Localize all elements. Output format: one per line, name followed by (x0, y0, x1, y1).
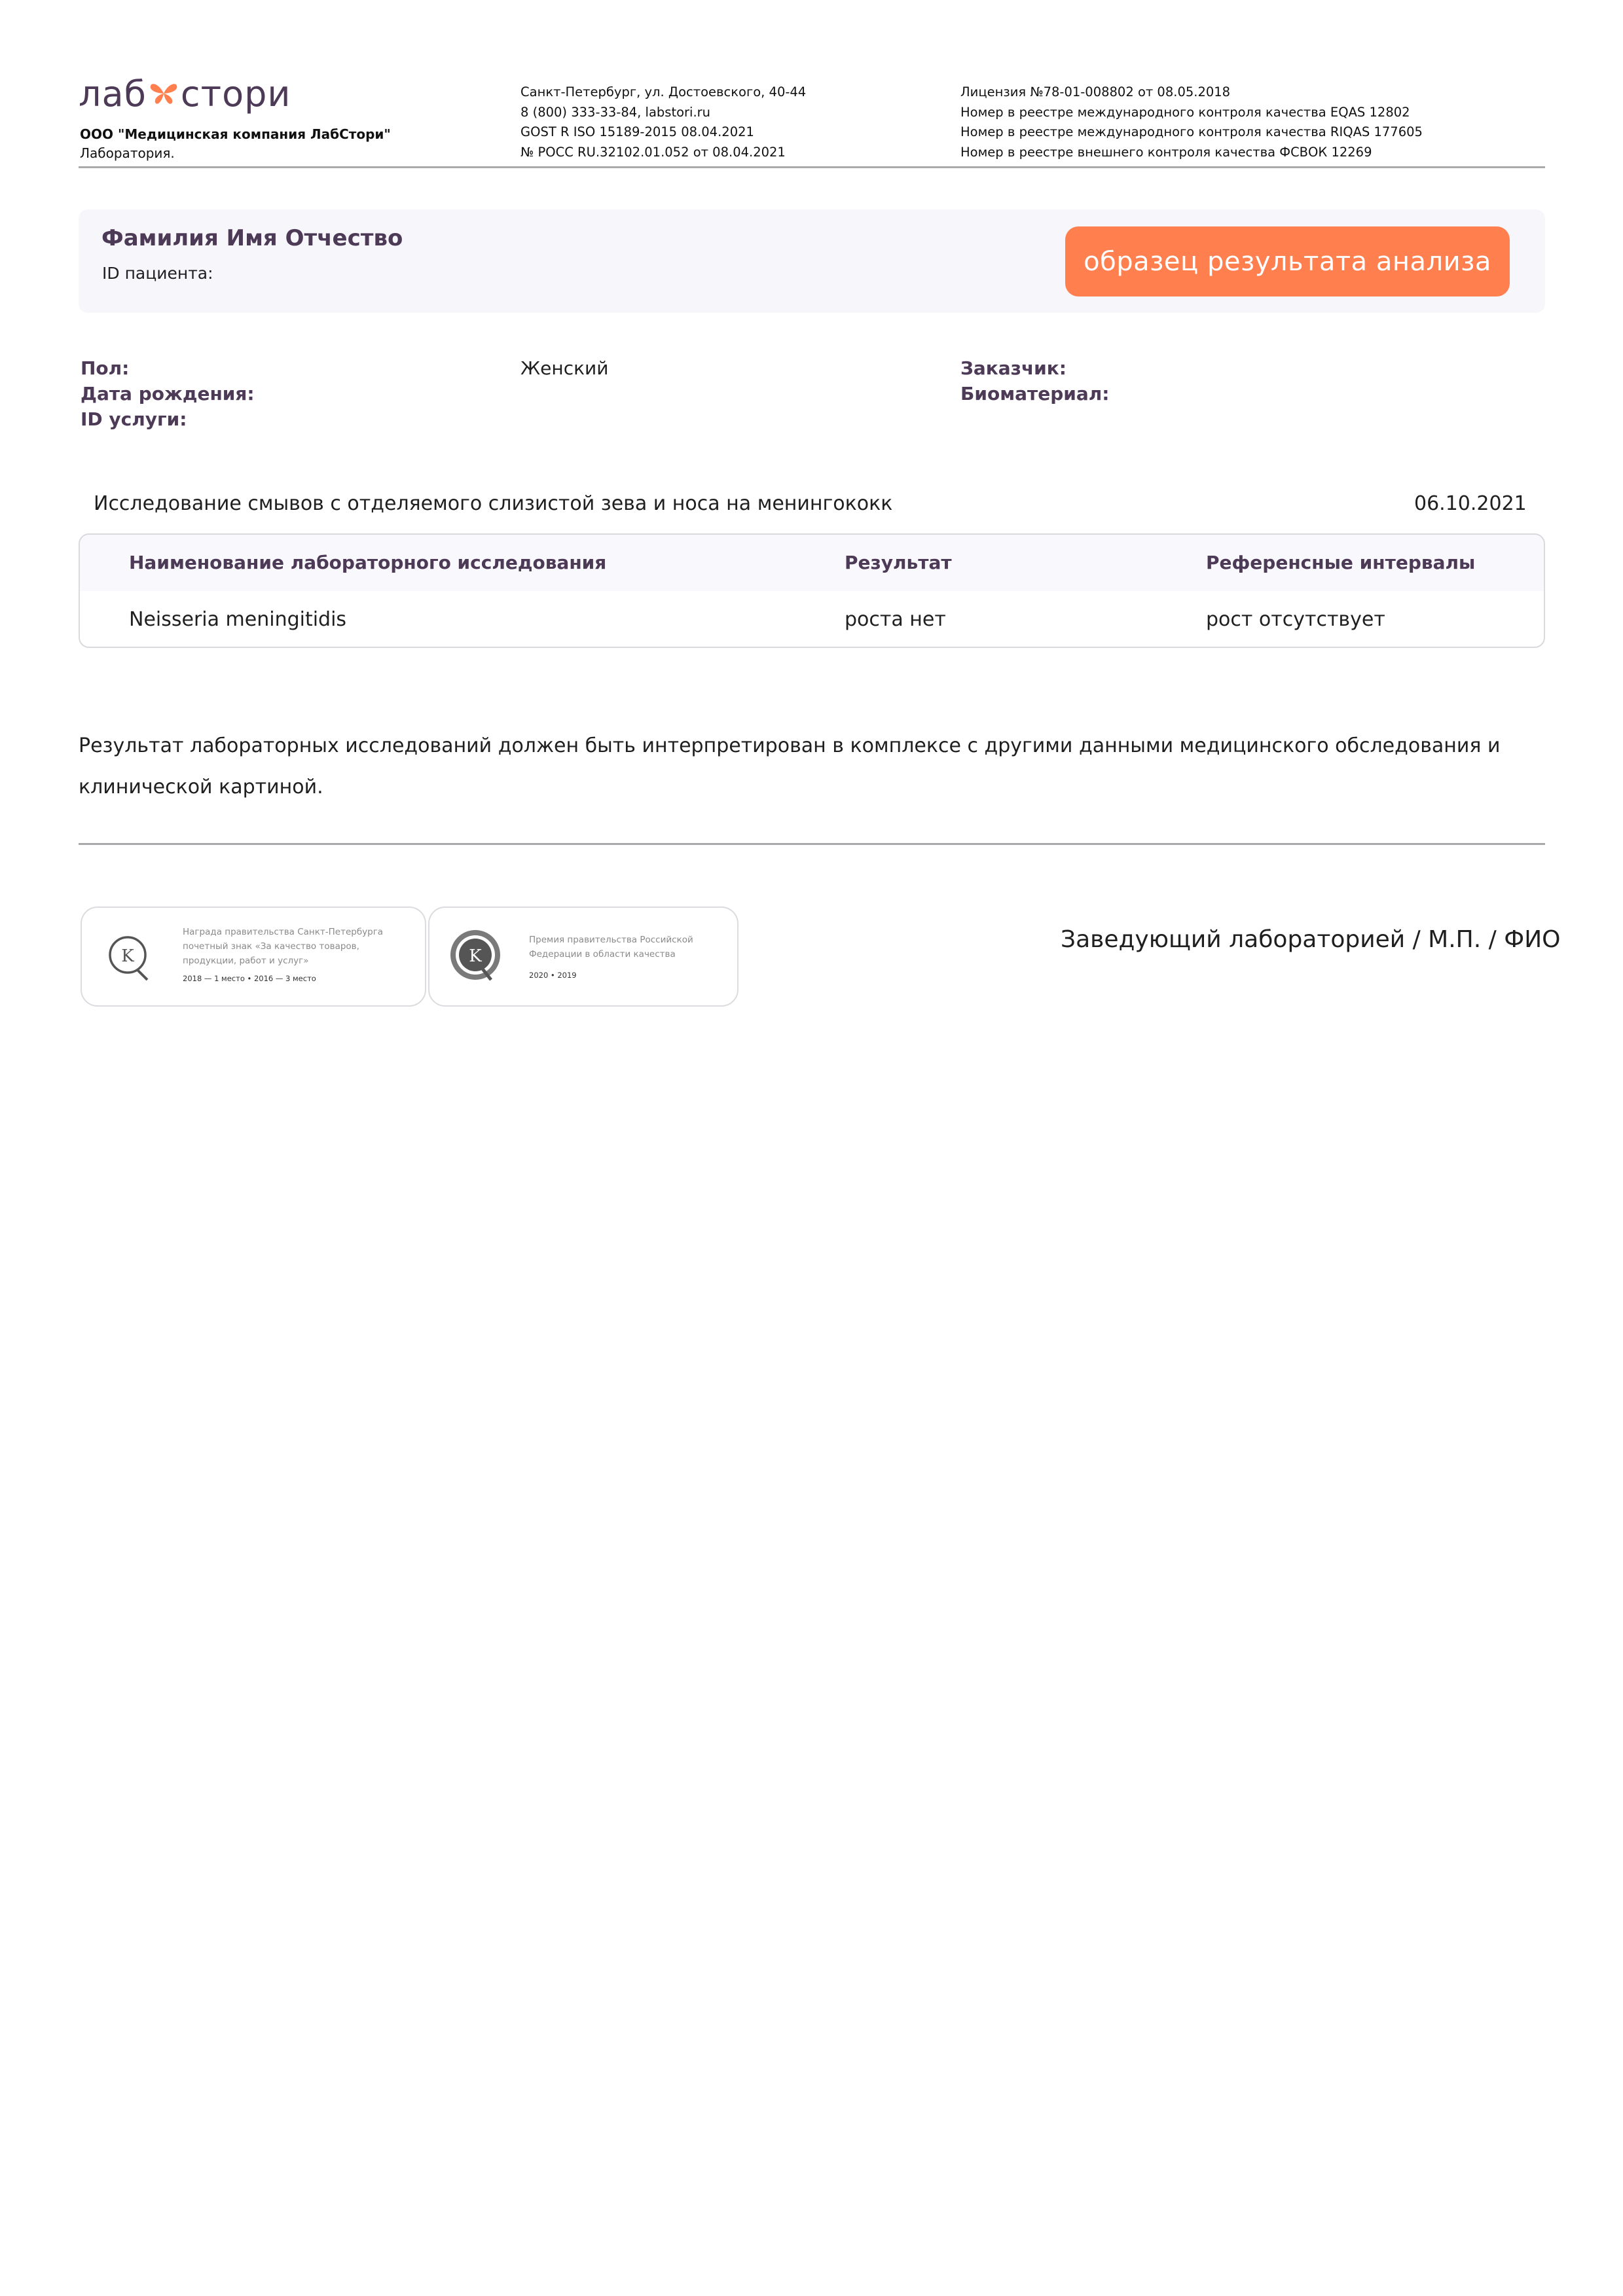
study-date: 06.10.2021 (1414, 492, 1527, 515)
signature-line: Заведующий лабораторией / М.П. / ФИО (1061, 926, 1561, 953)
study-title: Исследование смывов с отделяемого слизистой зева и носа на менингококк (94, 492, 893, 515)
contact-phone: 8 (800) 333-33-84, labstori.ru (520, 104, 711, 120)
cell-test-name: Neisseria meningitidis (129, 608, 347, 631)
svg-text:K: K (121, 946, 134, 966)
patient-id-label: ID пациента: (102, 264, 213, 283)
cell-result: роста нет (845, 608, 946, 631)
customer-label: Заказчик: (960, 357, 1067, 379)
butterfly-icon (148, 81, 179, 107)
award-spb-text: Награда правительства Санкт-Петербурга почетный знак «За качество товаров, продукции, работ и услуг» (183, 927, 384, 966)
column-header-result: Результат (845, 552, 952, 573)
labstori-logo (79, 71, 291, 117)
award-rf-text: Премия правительства Российской Федерации в области качества (529, 935, 693, 960)
biomaterial-label: Биоматериал: (960, 383, 1110, 404)
service-id-label: ID услуги: (81, 408, 187, 430)
birth-date-label: Дата рождения: (81, 383, 255, 404)
contacts-block (520, 82, 806, 162)
sex-value: Женский (520, 357, 609, 379)
award-spb-card (81, 906, 426, 1007)
license-eqas: Номер в реестре международного контроля качества EQAS 12802 (960, 104, 1410, 120)
company-type: Лаборатория. (80, 145, 175, 161)
license-fsvok: Номер в реестре внешнего контроля качества ФСВОК 12269 (960, 144, 1372, 160)
column-header-test: Наименование лабораторного исследования (129, 552, 607, 573)
logo-text-left: лаб (79, 73, 147, 115)
license-riqas: Номер в реестре международного контроля качества RIQAS 177605 (960, 124, 1423, 139)
interpretation-note: Результат лабораторных исследований должен быть интерпретирован в комплексе с другими данными медицинского обследования и клинической картиной. (79, 734, 1501, 798)
quality-seal-icon (448, 927, 503, 985)
svg-text:K: K (469, 946, 482, 966)
company-name: ООО "Медицинская компания ЛабСтори" (80, 126, 391, 142)
column-header-reference: Референсные интервалы (1206, 552, 1476, 573)
patient-name: Фамилия Имя Отчество (101, 225, 403, 251)
award-spb-years: 2018 — 1 место • 2016 — 3 место (183, 974, 316, 983)
results-table (79, 533, 1545, 648)
licenses-block (960, 82, 1423, 162)
footer-divider (79, 843, 1545, 845)
contact-gost: GOST R ISO 15189-2015 08.04.2021 (520, 124, 754, 139)
sample-result-badge: образец результата анализа (1065, 226, 1510, 296)
license-number: Лицензия №78-01-008802 от 08.05.2018 (960, 84, 1231, 99)
contact-address: Санкт-Петербург, ул. Достоевского, 40-44 (520, 84, 807, 99)
award-rf-card (428, 906, 739, 1007)
sex-label: Пол: (81, 357, 130, 379)
logo-text-right: стори (180, 73, 291, 115)
quality-mark-icon (108, 933, 151, 982)
header-divider (79, 166, 1545, 168)
cell-reference: рост отсутствует (1206, 608, 1385, 631)
contact-ross: № РОСС RU.32102.01.052 от 08.04.2021 (520, 144, 786, 160)
award-rf-years: 2020 • 2019 (529, 971, 577, 980)
